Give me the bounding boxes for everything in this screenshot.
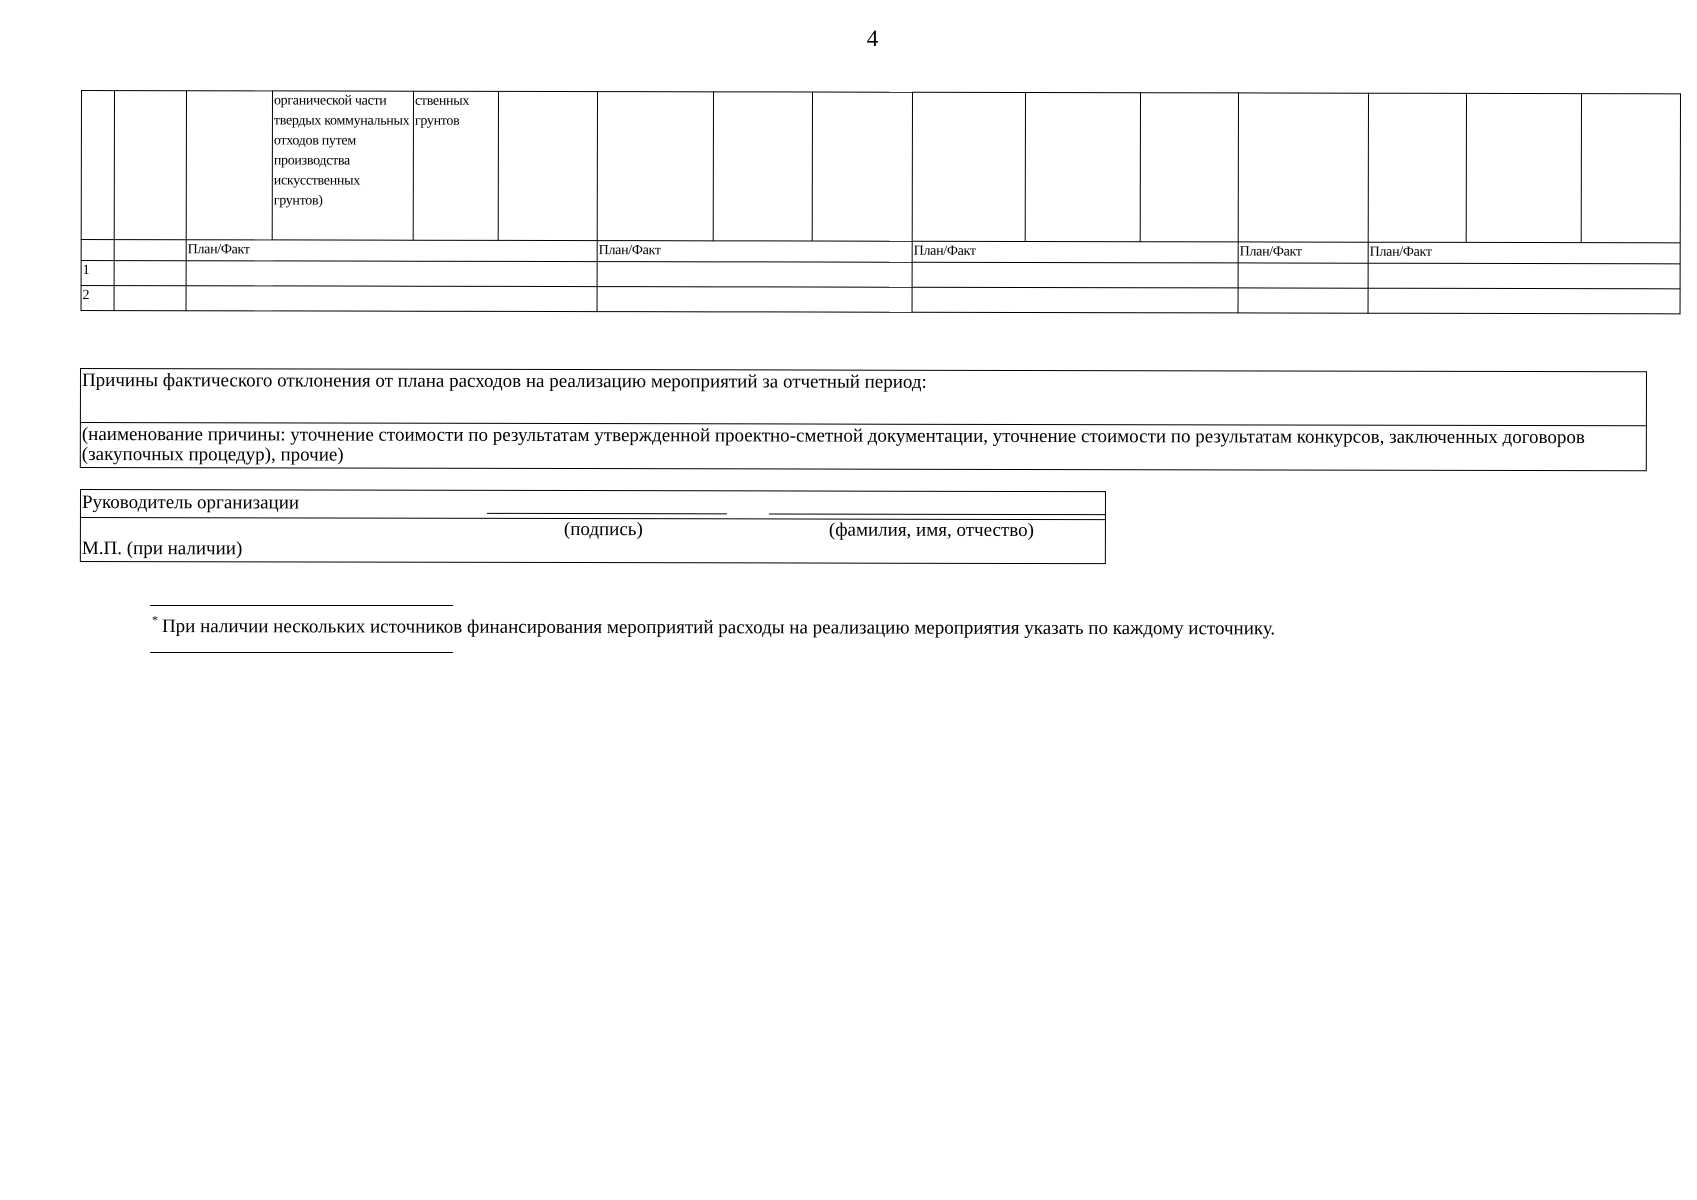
table-cell	[186, 286, 597, 312]
table-cell	[498, 91, 597, 240]
table-cell	[1368, 288, 1680, 314]
plan-fact-cell: План/Факт	[1368, 242, 1680, 264]
footnote-rule-top	[150, 605, 453, 606]
table-row	[81, 261, 1680, 289]
table-cell	[912, 92, 1025, 241]
table-cell	[597, 92, 713, 241]
plan-fact-cell: План/Факт	[186, 240, 597, 262]
page-number: 4	[866, 26, 879, 51]
row-number: 2	[81, 286, 114, 311]
table-cell	[114, 261, 186, 286]
table-cell	[1025, 92, 1140, 241]
table-cell	[1368, 93, 1466, 242]
table-cell	[114, 91, 186, 240]
table-header-row	[81, 91, 1680, 243]
table-cell	[1140, 93, 1238, 242]
plan-fact-cell: План/Факт	[912, 241, 1238, 263]
table-cell	[812, 92, 912, 241]
table-cell	[912, 287, 1238, 313]
header-text: ственных грунтов	[414, 93, 470, 129]
table-row	[81, 286, 1680, 314]
header-text: органической части твердых коммунальных отходов путем производства искусственных грунтов)	[273, 93, 410, 209]
footnote-rule-bottom	[150, 652, 453, 653]
table-header-cell	[413, 91, 498, 240]
plan-fact-cell: План/Факт	[1238, 242, 1368, 263]
table-cell	[713, 92, 812, 241]
table-cell	[186, 91, 272, 240]
deviation-reasons-box	[80, 368, 1647, 471]
expenses-table	[81, 90, 1681, 314]
table-cell	[1368, 263, 1680, 289]
footnote	[152, 613, 1275, 640]
footnote-marker: *	[151, 613, 158, 628]
plan-fact-cell: План/Факт	[597, 241, 912, 263]
organization-head-label: Руководитель организации	[81, 492, 300, 514]
table-cell	[1466, 93, 1581, 242]
table-cell	[81, 91, 114, 240]
table-cell	[114, 286, 186, 311]
table-header-cell	[272, 91, 413, 240]
name-line	[769, 513, 1106, 515]
table-cell	[597, 287, 912, 313]
table-cell	[1581, 94, 1680, 243]
signature-caption: (подпись)	[563, 519, 643, 541]
deviation-reasons-title: Причины фактического отклонения от плана расходов на реализацию мероприятий за отчетный период:	[81, 369, 1646, 426]
table-cell	[1238, 288, 1368, 313]
footnote-text: При наличии нескольких источников финансирования мероприятий расходы на реализацию мероприятия указать по каждому источнику.	[161, 616, 1276, 640]
table-cell	[186, 261, 597, 287]
signature-box	[80, 489, 1106, 564]
table-cell	[1238, 93, 1368, 242]
table-cell	[114, 240, 186, 261]
signature-line	[487, 513, 727, 515]
table-cell	[912, 262, 1238, 288]
deviation-reasons-note: (наименование причины: уточнение стоимости по результатам утвержденной проектно-сметной документации, уточнение стоимости по результатам конкурсов, заключенных договоров (закупочных процедур), прочие)	[81, 424, 1585, 466]
stamp-label: М.П. (при наличии)	[81, 538, 243, 560]
row-number: 1	[81, 261, 114, 286]
table-cell	[1238, 263, 1368, 288]
table-cell	[81, 240, 114, 261]
table-cell	[597, 262, 912, 288]
name-caption: (фамилия, имя, отчество)	[828, 519, 1034, 541]
